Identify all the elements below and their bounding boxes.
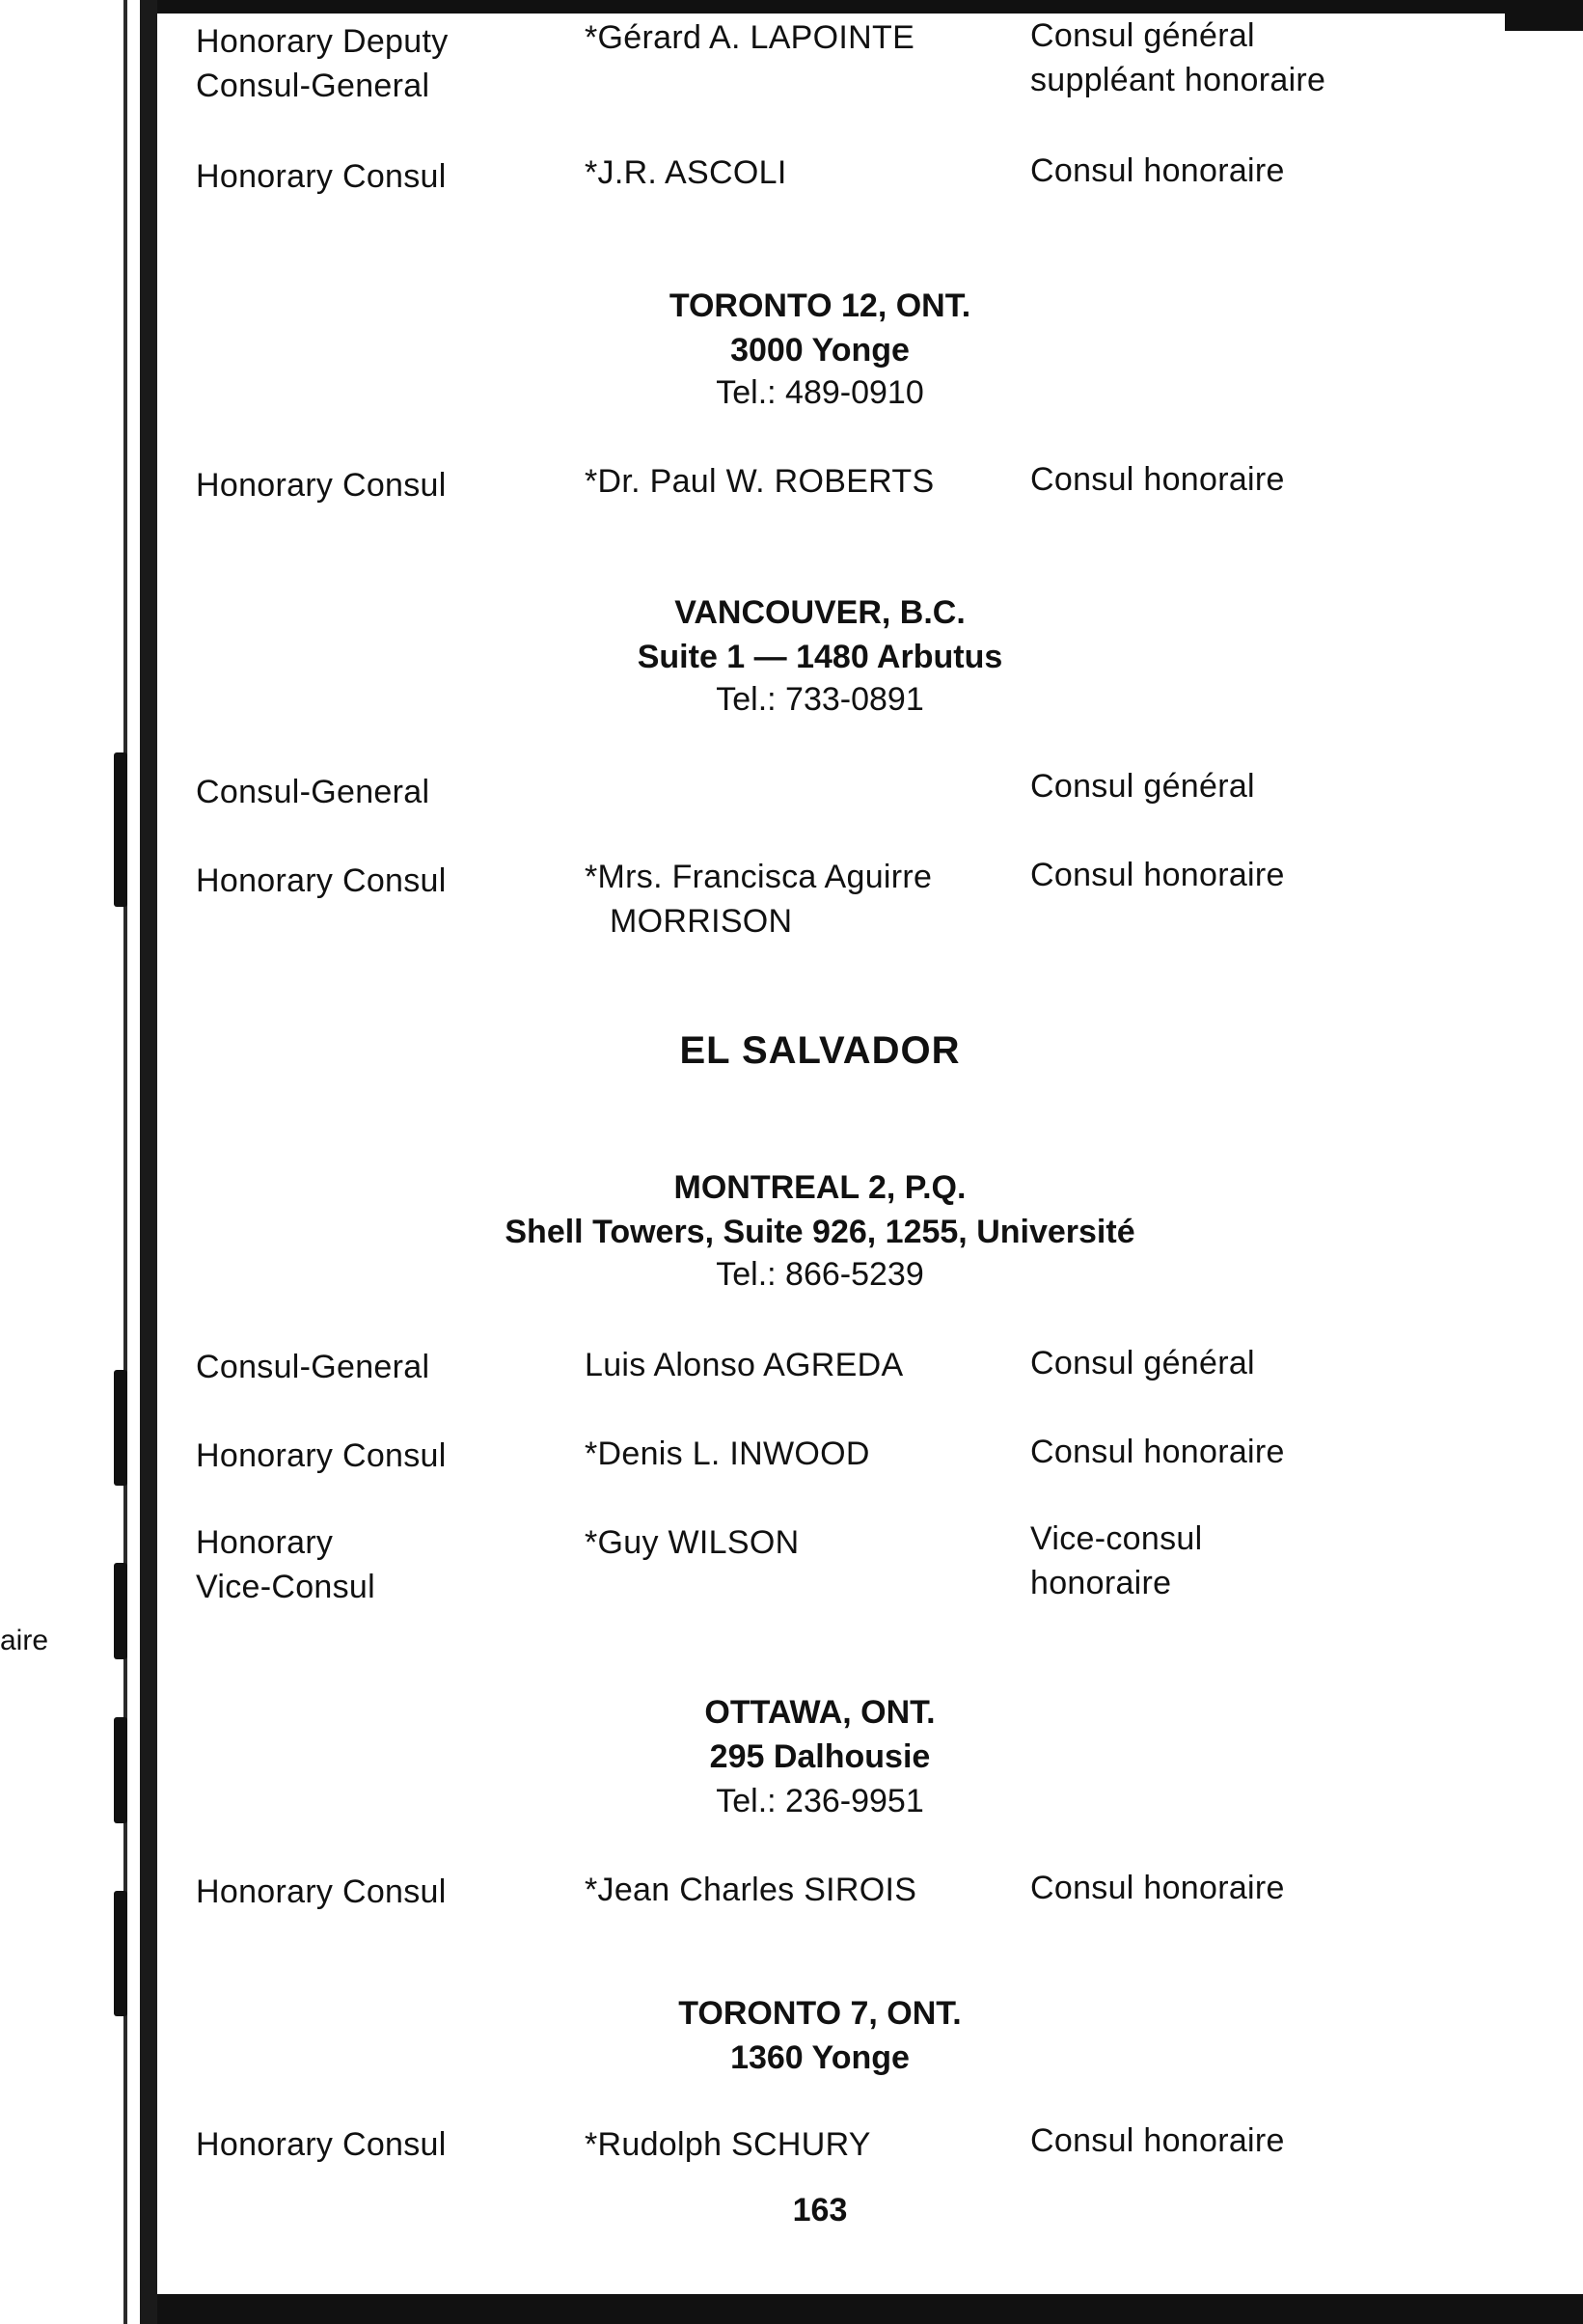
- adjacent-page-fragment: aire: [0, 1625, 49, 1656]
- entry-title-fr: Vice-consul honoraire: [1030, 1520, 1203, 1601]
- entry-title-en: Honorary Vice-Consul: [196, 1524, 375, 1605]
- telephone: Tel.: 236-9951: [716, 1783, 924, 1819]
- binding-mark: [114, 1891, 127, 2016]
- entry-title-en: Honorary Deputy Consul-General: [196, 23, 449, 104]
- scan-edge-bottom: [145, 2294, 1583, 2324]
- city-heading: OTTAWA, ONT.: [704, 1694, 936, 1731]
- city-heading: TORONTO 7, ONT.: [678, 1995, 962, 2032]
- entry-title-en: Honorary Consul: [196, 1437, 447, 1474]
- telephone: Tel.: 866-5239: [716, 1256, 924, 1293]
- entry-title-en: Honorary Consul: [196, 2126, 447, 2163]
- entry-title-fr: Consul honoraire: [1030, 1434, 1285, 1470]
- entry-name: *J.R. ASCOLI: [585, 154, 787, 191]
- city-heading: MONTREAL 2, P.Q.: [673, 1169, 967, 1206]
- entry-title-fr: Consul général: [1030, 768, 1255, 805]
- address: 3000 Yonge: [730, 332, 910, 369]
- entry-title-en: Honorary Consul: [196, 1873, 447, 1910]
- entry-title-en: Honorary Consul: [196, 158, 447, 195]
- country-heading: EL SALVADOR: [679, 1029, 961, 1072]
- binding-mark: [114, 1370, 127, 1486]
- entry-title-fr: Consul honoraire: [1030, 857, 1285, 893]
- entry-title-fr: Consul honoraire: [1030, 152, 1285, 189]
- binding-mark: [114, 1563, 127, 1659]
- binding-mark: [114, 752, 127, 907]
- entry-name: *Guy WILSON: [585, 1524, 800, 1561]
- entry-title-fr: Consul honoraire: [1030, 2122, 1285, 2159]
- telephone: Tel.: 733-0891: [716, 681, 924, 718]
- entry-name: *Gérard A. LAPOINTE: [585, 19, 915, 56]
- entry-title-fr: Consul honoraire: [1030, 461, 1285, 498]
- address: 1360 Yonge: [730, 2039, 910, 2076]
- entry-name: *Denis L. INWOOD: [585, 1435, 870, 1472]
- address: Shell Towers, Suite 926, 1255, Université: [505, 1214, 1135, 1250]
- address: 295 Dalhousie: [709, 1738, 931, 1775]
- page-number: 163: [792, 2192, 848, 2228]
- city-heading: TORONTO 12, ONT.: [669, 287, 971, 324]
- scan-edge-top: [154, 0, 1583, 14]
- entry-name: *Rudolph SCHURY: [585, 2126, 871, 2163]
- entry-title-fr: Consul général suppléant honoraire: [1030, 17, 1326, 98]
- entry-title-fr: Consul honoraire: [1030, 1870, 1285, 1906]
- city-heading: VANCOUVER, B.C.: [674, 594, 966, 631]
- entry-title-en: Honorary Consul: [196, 467, 447, 504]
- entry-title-fr: Consul général: [1030, 1345, 1255, 1381]
- scan-corner-top-right: [1505, 0, 1583, 31]
- entry-name: *Dr. Paul W. ROBERTS: [585, 463, 935, 500]
- entry-name: *Mrs. Francisca Aguirre MORRISON: [585, 859, 933, 940]
- binding-mark: [114, 1717, 127, 1823]
- telephone: Tel.: 489-0910: [716, 374, 924, 411]
- entry-name: Luis Alonso AGREDA: [585, 1347, 904, 1383]
- entry-title-en: Consul-General: [196, 774, 430, 810]
- entry-title-en: Consul-General: [196, 1349, 430, 1385]
- entry-title-en: Honorary Consul: [196, 862, 447, 899]
- entry-name: *Jean Charles SIROIS: [585, 1872, 917, 1908]
- address: Suite 1 — 1480 Arbutus: [637, 639, 1003, 675]
